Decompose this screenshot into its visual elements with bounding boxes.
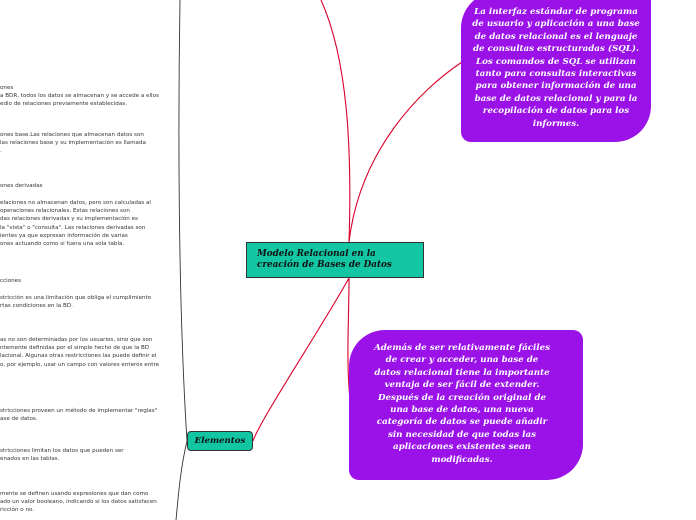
note-line: ones derivadas xyxy=(0,183,43,189)
extension-note-text: Además de ser relativamente fáciles de crear y acceder, una base de datos relacional tiene la importante ventaja de ser fácil de extender. Después de la creación original de una base de datos, una nueva categoría de datos se puede añadir sin necesidad de que todas las aplicaciones existentes sean modificadas. xyxy=(373,343,551,465)
note-line: ientes ya que expresan información de varias xyxy=(0,232,128,239)
note-line: lacional. Algunas otras restricciones las puede definir el xyxy=(0,353,157,360)
note-line: ase de datos. xyxy=(0,416,38,423)
note-line: cciones xyxy=(0,278,22,284)
branch-line-to-top-bubble xyxy=(349,62,462,242)
note-line: stricciones proveen un método de implementar "reglas" xyxy=(0,408,158,414)
note-line: o, por ejemplo, usar un campo con valores enteros entre xyxy=(0,361,160,368)
note-relaciones-derivadas xyxy=(0,199,151,248)
elementos-connector-lower xyxy=(176,441,187,520)
branch-line-top xyxy=(321,0,350,242)
note-line: stricción es una limitación que obliga el cumplimiento xyxy=(0,295,152,301)
note-line: rtas condiciones en la BD. xyxy=(0,303,73,310)
note-line: elaciones no almacenan datos, pero son calculadas al xyxy=(0,200,151,206)
note-line: ones actuando como si fuera una sola tabla. xyxy=(0,241,125,248)
note-line: mente se definen usando expresiones que dan como xyxy=(0,491,149,497)
note-line: enados en las tablas. xyxy=(0,456,60,463)
note-restricciones xyxy=(0,294,151,310)
note-line: edio de relaciones previamente establecidas. xyxy=(0,101,127,108)
note-relaciones-derivadas-title xyxy=(0,182,43,190)
note-restricciones-title xyxy=(0,277,21,285)
note-line: ado un valor booleano, indicando si los datos satisfacen xyxy=(0,499,157,506)
note-line: la "vista" o "consulta". Las relaciones derivadas son xyxy=(0,224,146,231)
note-line: operaciones relacionales. Estas relaciones son xyxy=(0,208,130,215)
extension-note-bubble[interactable] xyxy=(349,330,583,480)
note-line: das relaciones derivadas y su implementación es xyxy=(0,216,138,223)
note-line: . xyxy=(0,148,2,155)
note-restricciones-reglas xyxy=(0,407,157,423)
note-restricciones-limitan xyxy=(0,447,124,463)
note-relaciones-base xyxy=(0,131,146,156)
sql-note-bubble[interactable] xyxy=(461,0,651,142)
elementos-topic-node[interactable] xyxy=(187,431,253,451)
note-restricciones-inherentes xyxy=(0,336,159,369)
note-line: as no son determinadas por los usuarios, sino que son xyxy=(0,337,153,343)
elementos-topic-label: Elementos xyxy=(194,436,246,446)
note-restricciones-expresiones xyxy=(0,490,157,515)
note-line: stricciones limitan los datos que pueden ser xyxy=(0,448,124,454)
central-topic-node[interactable] xyxy=(246,242,424,278)
note-relaciones xyxy=(0,84,159,109)
note-line: ones xyxy=(0,85,14,91)
central-topic-label: Modelo Relacional en la creación de Bases de Datos xyxy=(257,249,392,270)
note-line: ntemente definidas por el simple hecho de que la BD xyxy=(0,345,150,352)
note-line: a BDR, todos los datos se almacenan y se accede a ellos xyxy=(0,93,159,100)
elementos-connector xyxy=(179,0,187,441)
note-line: ricción o no. xyxy=(0,507,35,514)
note-line: ones base.Las relaciones que almacenan datos son xyxy=(0,132,144,138)
sql-note-text: La interfaz estándar de programa de usuario y aplicación a una base de datos relacional es el lenguaje de consultas estructuradas (SQL). Los comandos de SQL se utilizan tanto para consultas interactivas para obtener información de una base de datos relacional y para la recopilación de datos para los informes. xyxy=(472,7,640,129)
branch-line-to-elementos xyxy=(253,278,349,441)
note-line: las relaciones base y su implementación es llamada xyxy=(0,140,146,147)
